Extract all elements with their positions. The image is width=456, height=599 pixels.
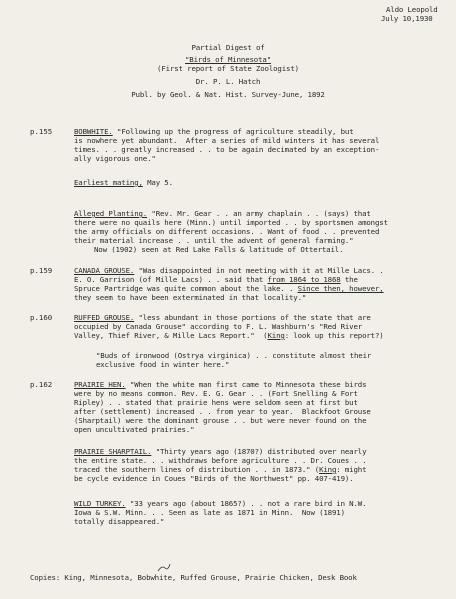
page-number: p.160: [30, 313, 53, 322]
entry-text-line: Spruce Partridge was quite common about the lake. . Since then, however,: [74, 284, 384, 293]
title-subtitle: (First report of State Zoologist): [157, 64, 299, 73]
entry-turkey-line-1: WILD TURKEY. "33 years ago (about 1865?) . . not a rare bird in N.W.: [74, 499, 367, 508]
entry-text-line: occupied by Canada Grouse" according to F. L. Washburn's "Red River: [74, 322, 363, 331]
page-number: p.155: [30, 127, 53, 136]
entry-quote-line: "Buds of ironwood (Ostrya virginica) . . constitute almost their: [96, 351, 372, 360]
entry-bobwhite-line-1: BOBWHITE. "Following up the progress of agriculture steadily, but: [74, 127, 354, 136]
copies-line: Copies: King, Minnesota, Bobwhite, Ruffed Grouse, Prairie Chicken, Desk Book: [30, 573, 357, 582]
title-author: Dr. P. L. Hatch: [195, 77, 261, 86]
entry-text-line: the entire state. . . withdraws before agriculture . . Dr. Coues . .: [74, 456, 367, 465]
title-book: "Birds of Minnesota": [185, 55, 271, 64]
entry-text-line: is nowhere yet abundant. After a series of mild winters it has several: [74, 136, 380, 145]
title-publication: Publ. by Geol. & Nat. Hist. Survey-June, 1892: [131, 90, 325, 99]
entry-text-line: Ripley) . . stated that prairie hens were seldom seen at first but: [74, 398, 358, 407]
entry-planting-line-1: Alleged Planting. "Rev. Mr. Gear . . an army chaplain . . (says) that: [74, 209, 371, 218]
entry-text-line: ally vigorous one.": [74, 154, 156, 163]
entry-heading: Alleged Planting.: [74, 209, 148, 218]
entry-quote-line: exclusive food in winter here.": [96, 360, 230, 369]
pen-mark-icon: [157, 563, 171, 573]
entry-text-line: totally disappeared.": [74, 517, 165, 526]
entry-heading: RUFFED GROUSE.: [74, 313, 135, 322]
document-date: July 10,1930: [381, 14, 433, 23]
entry-text-line: Iowa & S.W. Minn. . . Seen as late as 1871 in Minn. Now (1891): [74, 508, 345, 517]
entry-text-line: be cycle evidence in Coues "Birds of the Northwest" pp. 407-419).: [74, 474, 354, 483]
entry-text-line: were by no means common. Rev. E. G. Gear . . (Fort Snelling & Fort: [74, 389, 358, 398]
entry-text-line: Valley, Thief River, & Mille Lacs Report." (King: look up this report?): [74, 331, 384, 340]
entry-text-line: the army officials on different occasions. . Want of food . . prevented: [74, 227, 380, 236]
entry-heading: CANADA GROUSE.: [74, 266, 135, 275]
entry-text-line: their material increase . . until the advent of general farming.": [74, 236, 354, 245]
entry-text-line: traced the southern lines of distribution . . in 1873." (King: might: [74, 465, 367, 474]
entry-text-line: they seem to have been exterminated in that locality.": [74, 293, 307, 302]
entry-text-line: open uncultivated prairies.": [74, 425, 195, 434]
title-line-1: Partial Digest of: [191, 43, 265, 52]
entry-text-line: (Sharptail) were the dominant grouse . . but were never found on the: [74, 416, 367, 425]
entry-heading: PRAIRIE HEN.: [74, 380, 126, 389]
entry-ruffed-line-1: RUFFED GROUSE. "less abundant in those portions of the state that are: [74, 313, 371, 322]
entry-canada-line-1: CANADA GROUSE. "Was disappointed in not meeting with it at Mille Lacs. .: [74, 266, 384, 275]
entry-text-line: E. O. Garrison (of Mille Lacs) . . said that from 1864 to 1868 the: [74, 275, 358, 284]
entry-text-line: Now (1902) seen at Red Lake Falls & latitude of Ottertail.: [94, 245, 344, 254]
author-name: Aldo Leopold: [386, 5, 438, 14]
entry-text-line: times. . . greatly increased . . to be again decimated by an exception-: [74, 145, 380, 154]
entry-heading: BOBWHITE.: [74, 127, 113, 136]
entry-sharptail-line-1: PRAIRIE SHARPTAIL. "Thirty years ago (1870?) distributed over nearly: [74, 447, 367, 456]
entry-prairie-hen-line-1: PRAIRIE HEN. "When the white man first came to Minnesota these birds: [74, 380, 367, 389]
page-number: p.159: [30, 266, 53, 275]
entry-heading: WILD TURKEY.: [74, 499, 126, 508]
earliest-mating: Earliest mating, May 5.: [74, 178, 173, 187]
entry-text-line: there were no quails here (Minn.) until imported . . by sportsmen amongst: [74, 218, 388, 227]
page-number: p.162: [30, 380, 53, 389]
entry-heading: PRAIRIE SHARPTAIL.: [74, 447, 152, 456]
entry-text-line: after (settlement) increased . . from year to year. Blackfoot Grouse: [74, 407, 371, 416]
